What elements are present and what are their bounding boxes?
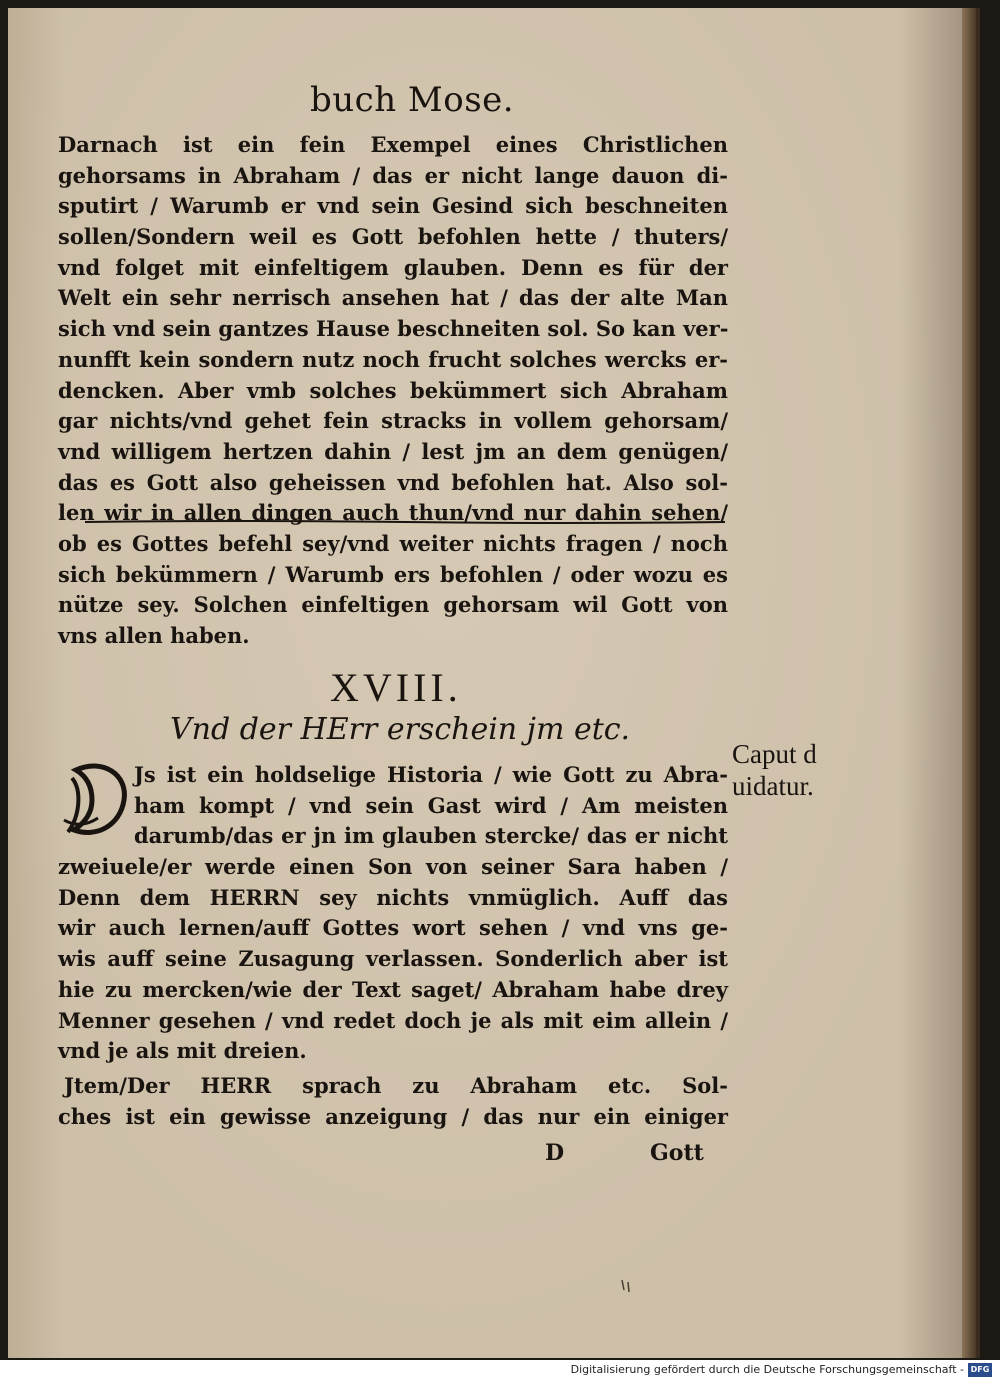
text-line: len wir in allen dingen auch thun/vnd nur dahin sehen/ bbox=[58, 500, 728, 526]
footer-credit: Digitalisierung gefördert durch die Deutsche Forschungsgemeinschaft - bbox=[570, 1363, 964, 1376]
text-line: vnd je als mit dreien. bbox=[58, 1038, 307, 1064]
text-line: Jtem/Der HERR sprach zu Abraham etc. Sol- bbox=[64, 1072, 728, 1098]
paragraph-1 bbox=[58, 130, 728, 652]
text-line: sputirt / Warumb er vnd sein Gesind sich beschneiten bbox=[58, 193, 728, 219]
text-line: nunfft kein sondern nutz noch frucht solches wercks er- bbox=[58, 346, 728, 372]
text-line: dencken. Aber vmb solches bekümmert sich Abraham bbox=[58, 377, 728, 403]
text-line: ob es Gottes befehl sey/vnd weiter nichts fragen / noch bbox=[58, 530, 728, 556]
text-line: hie zu mercken/wie der Text saget/ Abraham habe drey bbox=[58, 976, 728, 1002]
marginal-note-line: Caput d bbox=[732, 739, 817, 769]
text-line: Denn dem HERRN sey nichts vnmüglich. Auff das bbox=[58, 884, 728, 910]
digitization-footer bbox=[0, 1360, 1000, 1381]
text-line: wis auff seine Zusagung verlassen. Sonderlich aber ist bbox=[58, 946, 728, 972]
text-line: Darnach ist ein fein Exempel eines Christlichen bbox=[58, 132, 728, 157]
marginal-note-line: uidatur. bbox=[732, 771, 814, 801]
paragraph-3 bbox=[58, 1071, 728, 1132]
text-line: vnd willigem hertzen dahin / lest jm an dem genügen/ bbox=[58, 438, 728, 464]
text-line: sollen/Sondern weil es Gott befohlen hette / thuters/ bbox=[58, 224, 728, 250]
text-line: ches ist ein gewisse anzeigung / das nur ein einiger bbox=[58, 1103, 728, 1129]
text-line: Welt ein sehr nerrisch ansehen hat / das der alte Man bbox=[58, 285, 728, 311]
text-line: Menner gesehen / vnd redet doch je als mit eim allein / bbox=[58, 1007, 728, 1033]
dfg-logo: DFG bbox=[968, 1363, 992, 1377]
paragraph-2 bbox=[58, 760, 728, 1132]
text-line: darumb/das er jn im glauben stercke/ das er nicht bbox=[134, 823, 728, 849]
text-line: gehorsams in Abraham / das er nicht lange dauon di- bbox=[58, 162, 728, 188]
chapter-number: XVIII. bbox=[330, 665, 462, 710]
strike-through-mark bbox=[85, 520, 725, 524]
signature-mark: D bbox=[545, 1140, 565, 1166]
text-line: vnd folget mit einfeltigem glauben. Denn es für der bbox=[58, 254, 728, 280]
text-line: wir auch lernen/auff Gottes wort sehen / vnd vns ge- bbox=[58, 915, 728, 941]
chapter-title: Vnd der HErr erschein jm etc. bbox=[170, 712, 631, 747]
catchword: Gott bbox=[650, 1140, 704, 1166]
text-line: vns allen haben. bbox=[58, 623, 250, 648]
text-line: ham kompt / vnd sein Gast wird / Am meisten bbox=[134, 792, 728, 818]
text-line: nütze sey. Solchen einfeltigen gehorsam wil Gott von bbox=[58, 592, 728, 618]
pencil-mark bbox=[620, 1278, 634, 1294]
text-line: sich bekümmern / Warumb ers befohlen / oder wozu es bbox=[58, 561, 728, 587]
text-line: sich vnd sein gantzes Hause beschneiten sol. So kan ver- bbox=[58, 316, 729, 342]
running-head: buch Mose. bbox=[310, 80, 515, 120]
text-line: zweiuele/er werde einen Son von seiner Sara haben / bbox=[58, 854, 728, 880]
marginal-note bbox=[732, 738, 872, 802]
text-line: das es Gott also geheissen vnd befohlen hat. Also sol- bbox=[58, 469, 728, 495]
text-line: Js ist ein holdselige Historia / wie Gott zu Abra- bbox=[134, 762, 728, 787]
page-gutter bbox=[962, 8, 976, 1358]
text-line: gar nichts/vnd gehet fein stracks in vollem gehorsam/ bbox=[58, 408, 728, 434]
